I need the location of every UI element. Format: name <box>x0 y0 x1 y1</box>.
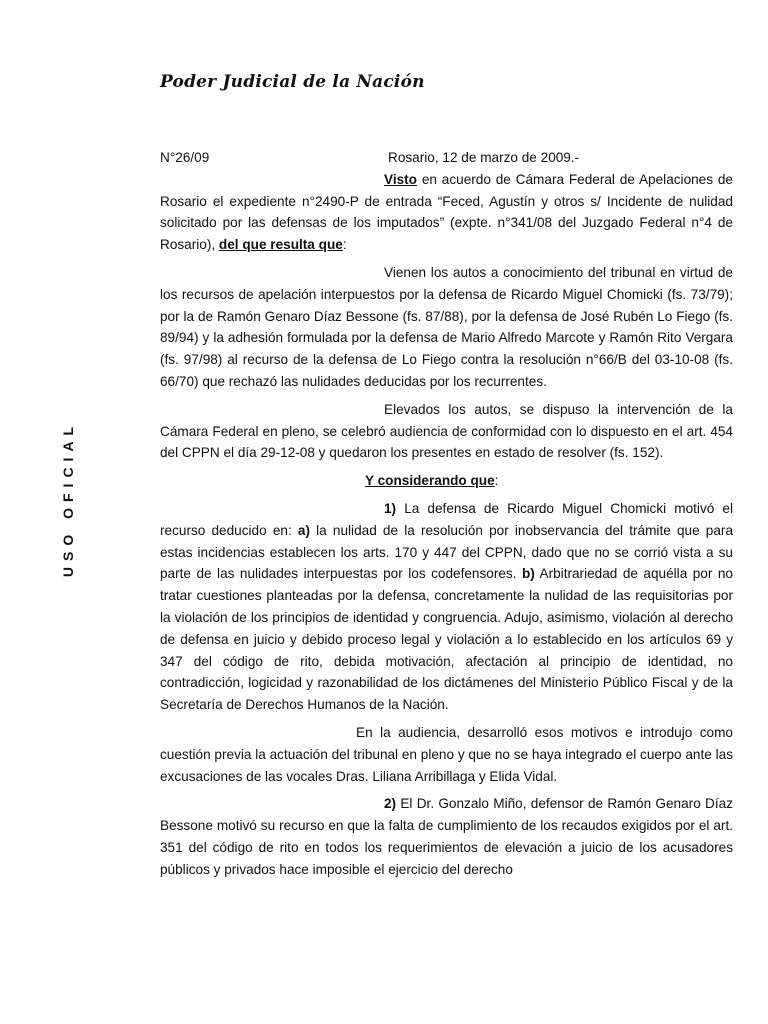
side-label-text: USO OFICIAL <box>60 420 77 578</box>
point-1-text-a: La defensa de Ricardo Miguel Chomicki motivó el recurso deducido en: <box>160 500 733 538</box>
paragraph-visto <box>160 169 733 256</box>
resulta-label: del que resulta que <box>218 237 343 253</box>
considerando-label: Y considerando que <box>365 473 495 489</box>
document-body <box>160 147 733 881</box>
court-header-title: Poder Judicial de la Nación <box>160 72 425 92</box>
point-2-text: El Dr. Gonzalo Miño, defensor de Ramón Genaro Díaz Bessone motivó su recurso en que la falta de cumplimiento de los recaudos exigidos por el art. 351 del código de rito en todos los requerimientos de elevación a juicio de los acusadores públicos y privados hace imposible el ejercicio del derecho <box>160 796 733 877</box>
resolution-number: N°26/09 <box>160 150 210 165</box>
uso-oficial-side-label <box>50 420 86 578</box>
doc-header-line <box>160 147 733 169</box>
considerando-colon: : <box>494 473 499 489</box>
point-1-text-b: la nulidad de la resolución por inobservancia del trámite que para estas incidencias establecen los arts. 170 y 447 del CPPN, dado que no se corrió vista a su parte de las nulidades interpuestas por los codefensores. <box>160 522 734 582</box>
visto-label: Visto <box>384 171 417 187</box>
paragraph-point-1 <box>160 498 733 716</box>
point-2-number: 2) <box>384 796 397 812</box>
considerando-heading <box>160 470 733 492</box>
paragraph-autos: Vienen los autos a conocimiento del tribunal en virtud de los recursos de apelación interpuestos por la defensa de Ricardo Miguel Chomicki (fs. 73/79); por la de Ramón Genaro Díaz Bessone (fs. 87/88), por la defensa de José Rubén Lo Fiego (fs. 89/94) y la adhesión formulada por la defensa de Mario Alfredo Marcote y Ramón Rito Vergara (fs. 97/98) al recurso de la defensa de Lo Fiego contra la resolución n°66/B del 03-10-08 (fs. 66/70) que rechazó las nulidades deducidas por los recurrentes. <box>160 264 733 389</box>
paragraph-point-2 <box>160 793 733 880</box>
resulta-colon: : <box>342 237 347 253</box>
place-date: Rosario, 12 de marzo de 2009.- <box>388 150 580 165</box>
visto-text: en acuerdo de Cámara Federal de Apelaciones de Rosario el expediente n°2490-P de entrada “Feced, Agustín y otros s/ Incidente de nulidad solicitado por las defensas de los imputados” (expte. n°341/08 del Juzgado Federal n°4 de Rosario), <box>160 171 733 253</box>
point-1-a-label: a) <box>297 522 310 538</box>
paragraph-audiencia: En la audiencia, desarrolló esos motivos e introdujo como cuestión previa la actuación del tribunal en pleno y que no se haya integrado el cuerpo ante las excusaciones de las vocales Dras. Liliana Arribillaga y Elida Vidal. <box>160 724 733 784</box>
point-1-b-label: b) <box>521 566 535 582</box>
point-1-text-c: Arbitrariedad de aquélla por no tratar cuestiones planteadas por la defensa, concretamente la nulidad de las requisitorias por la violación de los principios de identidad y congruencia. Adujo, asimismo, violación al derecho de defensa en juicio y debido proceso legal y violación a lo establecido en los artículos 69 y 347 del código de rito, debida motivación, afectación al principio de identidad, no contradicción, logicidad y razonabilidad de los dictámenes del Ministerio Público Fiscal y de la Secretaría de Derechos Humanos de la Nación. <box>160 566 733 713</box>
point-1-number: 1) <box>384 500 397 516</box>
paragraph-elevados: Elevados los autos, se dispuso la intervención de la Cámara Federal en pleno, se celebró audiencia de conformidad con lo dispuesto en el art. 454 del CPPN el día 29-12-08 y quedaron los presentes en estado de resolver (fs. 152). <box>160 401 733 461</box>
